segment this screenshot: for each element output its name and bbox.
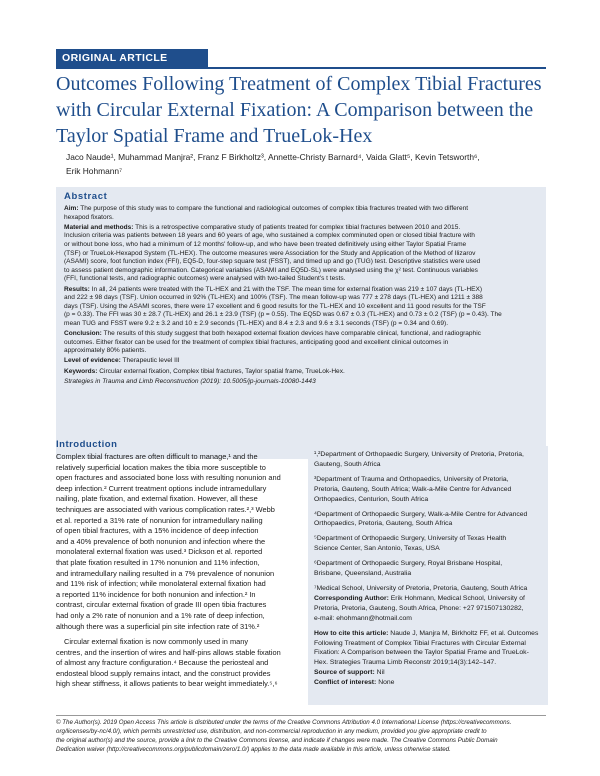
abstract-line: approximately 80% patients. [64,347,147,355]
body-line: and intramedullary nailing resulted in a 7% prevalence of nonunion [56,568,275,578]
license-footer [56,715,546,755]
footer-rule [56,715,546,716]
introduction-heading: Introduction [56,439,118,450]
article-title [56,71,546,149]
corresponding-text: Erik Hohmann, Medical School, University of [388,594,525,602]
cite-line: Fixation: A Comparison between the Taylor Spatial Frame and TrueLok- [314,649,529,657]
author-list [66,150,542,178]
body-line: deep infection.² Current treatment options include intramedullary [56,483,267,493]
section-label-text: ORIGINAL ARTICLE [62,52,168,64]
cite-text: Naude J, Manjra M, Birkholtz FF, et al. Outcomes [388,629,539,637]
body-line: and 11% risk of infection; while monolateral external fixation had [56,579,266,589]
keywords-text: Circular external fixation, Complex tibial fractures, Taylor spatial frame, TrueLok-Hex. [97,367,345,375]
abstract-line: (p = 0.33). The FFI was 30 ± 28.7 (TL-HEX) and 26.1 ± 23.9 (TSF) (p = 0.55). The EQ5D was 0.67 ± 0.3 (TL-HEX) and 0.73 ± 0.2 (TSF) (p = 0.43). The [64,311,502,319]
abstract-results [64,286,538,329]
body-line: nailing, plate fixation, and external fixation. However, all these [56,494,258,504]
body-line: Complex tibial fractures are often difficult to manage,¹ and the [56,452,258,461]
body-line: endosteal blood supply remains intact, and the construct provides [56,668,271,678]
abstract-line: to assess patient demographic information. Categorical variables (ASAMI and EQ5D-SL) were analysed using the χ² test. Continuous variables [64,266,478,274]
conflict-text: None [376,679,395,687]
footer-line: org/licenses/by-nc/4.0/), which permits unrestricted use, distribution, and non-commercial reproduction in any medium, provided you give appropriate credit to [56,727,487,735]
corresponding-line: Pretoria, Pretoria, Gauteng, South Africa, Phone: +27 971507130282, [314,604,524,612]
affiliation-line: Orthopaedics, Centurion, South Africa [314,495,429,503]
conclusion-text: The results of this study suggest that both hexapod external fixation devices have comparable clinical, functional, and radiographic [101,330,481,338]
corresponding-line [314,594,540,604]
affiliations-box [308,446,548,705]
affiliation-line: Brisbane, Queensland, Australia [314,570,412,578]
methods-label: Material and methods: [64,223,134,231]
affiliation-line: ⁶Department of Orthopaedic Surgery, Royal Brisbane Hospital, [314,560,503,568]
corresponding-line: e-mail: ehohmann@hotmail.com [314,614,412,622]
evidence-text: Therapeutic level III [120,357,180,365]
conclusion-label: Conclusion: [64,330,102,338]
body-line: that plate fixation resulted in 17% nonunion and 11% infection, [56,557,260,567]
support-text: Nil [374,669,385,677]
body-line: high shear stiffness, it allows patients to bear weight immediately.⁵,⁶ [56,679,278,689]
abstract-citation [64,378,538,387]
footer-line: © The Author(s). 2019 Open Access This article is distributed under the terms of the Creative Commons Attribution 4.0 International License (https://creativecommons. [56,719,512,726]
body-line: of open tibial fractures, with a 15% incidence of deep infection [56,526,259,536]
body-line: centres, and the insertion of wires and half-pins allows stable fixation [56,647,281,657]
abstract-line [64,368,538,377]
conflict-label: Conflict of interest: [314,679,377,687]
results-label: Results: [64,285,90,293]
introduction-body [56,452,299,690]
abstract-line: or without bone loss, who had a minimum of 12 months' follow-up, and who have been treated definitively using either Taylor Spatial Frame [64,240,467,248]
affiliation-line: ⁵Department of Orthopaedic Surgery, University of Texas Health [314,535,507,543]
affiliation-line: ⁴Department of Orthopaedic Surgery, Walk-a-Mile Centre for Advanced [314,510,528,518]
support-label: Source of support: [314,669,375,677]
evidence-label: Level of evidence: [64,357,121,365]
footer-line: the original author(s) and the source, provide a link to the Creative Commons license, and indicate if changes were made. The Creative Commons Public Domain [56,736,498,744]
body-line: had only a 2% rate of nonunion and a 1% rate of deep infection, [56,610,265,620]
section-label [56,49,208,67]
abstract-line [64,286,538,295]
abstract-line [64,224,538,233]
citation-text: Strategies in Trauma and Limb Reconstruction (2019): 10.5005/jp-journals-10080-1443 [64,377,316,385]
body-line: of almost any fracture configuration.⁴ Because the periosteal and [56,658,269,668]
author-line: Jaco Naude¹, Muhammad Manjra², Franz F Birkholtz³, Annette-Christy Barnard⁴, Vaida Glatt⁵, Kevin Tetsworth⁶, [66,152,480,162]
abstract-line: hexapod fixators. [64,213,114,221]
title-line: Taylor Spatial Frame and TrueLok-Hex [56,125,373,147]
body-line: contrast, circular external fixation of grade III open tibia fractures [56,600,267,610]
title-line: Outcomes Following Treatment of Complex Tibial Fractures [56,73,542,95]
abstract-line: outcomes. Either fixator can be used for the treatment of complex tibial fractures, anticipating good and excellent clinical outcomes in [64,338,449,346]
corresponding-label: Corresponding Author: [314,594,389,602]
abstract-heading: Abstract [64,191,108,202]
body-line: et al. reported a 31% rate of nonunion for intramedullary nailing [56,515,263,525]
abstract-line [64,205,538,214]
footer-line: Dedication waiver (http://creativecommons.org/publicdomain/zero/1.0/) applies to the data made available in this article, unless otherwise stated. [56,745,451,753]
abstract-line: (ASAMI) score, foot function index (FFI), EQ5-D, four-step square test (FSST), and timed up and go (TUG) test. Descriptive statistics were used [64,258,481,266]
affiliation-line: ⁷Medical School, University of Pretoria, Pretoria, Gauteng, South Africa [314,584,528,592]
abstract-line: (TSF) or TrueLok-Hexapod System (TL-HEX). The outcome measures were Association for the Study and Application of the Method of Ilizarov [64,249,476,257]
aim-text: The purpose of this study was to compare the functional and radiological outcomes of complex tibia fractures treated with two different [78,205,469,212]
affiliation-line: ³Department of Trauma and Orthopaedics, University of Pretoria, [314,475,509,483]
body-line: techniques are associated with various complication rates.²,³ Webb [56,504,275,514]
abstract-keywords [64,368,538,377]
abstract-line [64,330,538,339]
affiliation-line: Gauteng, South Africa [314,460,381,468]
abstract-line: days (TSF). Using the ASAMI scores, there were 17 excellent and 6 good results for the TL-HEX and 10 excellent and 11 good results for the TSF [64,302,486,310]
title-line: with Circular External Fixation: A Comparison between the [56,99,534,121]
body-line: and a 40% prevalence of both nonunion and infection where the [56,536,266,546]
body-line: monolateral external fixation was used.³ Dickson et al. reported [56,547,263,557]
abstract-line: Inclusion criteria was patients between 18 years and 60 years of age, who sustained a complex comminuted open or closed tibial fracture with [64,232,475,240]
abstract-box [56,187,546,459]
support-line [314,668,540,678]
affiliation-line: Pretoria, Gauteng, South Africa; Walk-a-Mile Centre for Advanced [314,485,512,493]
affiliation-line: Science Center, San Antonio, Texas, USA [314,545,440,553]
body-line: open fractures and associated bone loss with resulting nonunion and [56,473,281,483]
header-rule [56,67,546,69]
methods-text: This is a retrospective comparative study of patients treated for complex tibial fractures between 2010 and 2015. [133,223,461,231]
keywords-label: Keywords: [64,367,98,375]
aim-label: Aim: [64,205,79,212]
cite-label: How to cite this article: [314,629,389,637]
conflict-line [314,678,540,688]
abstract-aim [64,205,538,222]
body-line: relatively superficial location makes the tibia more susceptible to [56,462,266,472]
author-line: Erik Hohmann⁷ [66,166,123,176]
abstract-methods [64,224,538,284]
affiliation-line: Orthopaedics, Pretoria, Gauteng, South Africa [314,520,453,528]
body-line: Circular external fixation is now commonly used in many [64,637,249,647]
abstract-conclusion [64,330,538,356]
body-line: a reported 11% incidence for both nonunion and infection.² In [56,589,256,599]
abstract-line [64,357,538,366]
abstract-evidence [64,357,538,366]
abstract-line: (FFI, functional tests, and radiographic outcomes) were analysed with two-tailed Student's t tests. [64,275,346,283]
results-text: In all, 24 patients were treated with the TL-HEX and 21 with the TSF. The mean time for external fixation was 219 ± 107 days (TL-HEX) [89,285,483,293]
cite-line: Hex. Strategies Trauma Limb Reconstr 2019;14(3):142–147. [314,659,497,667]
body-line: although there was a superficial pin site infection rate of 31%.² [56,621,260,631]
cite-line [314,629,540,639]
abstract-line: mean TUG and FSST were 9.2 ± 3.2 and 10 ± 2.9 seconds (TL-HEX) and 8.4 ± 2.3 and 9.6 ± 3.1 seconds (TSF) (p = 0.34 and 0.69). [64,319,449,327]
affiliation-line: ¹,²Department of Orthopaedic Surgery, University of Pretoria, Pretoria, [314,451,524,458]
abstract-line: and 222 ± 98 days (TSF). Union occurred in 92% (TL-HEX) and 100% (TSF). The mean follow-up was 777 ± 278 days (TL-HEX) and 1211 ± 388 [64,294,483,302]
cite-line: Following Treatment of Complex Tibial Fractures with Circular External [314,639,526,647]
